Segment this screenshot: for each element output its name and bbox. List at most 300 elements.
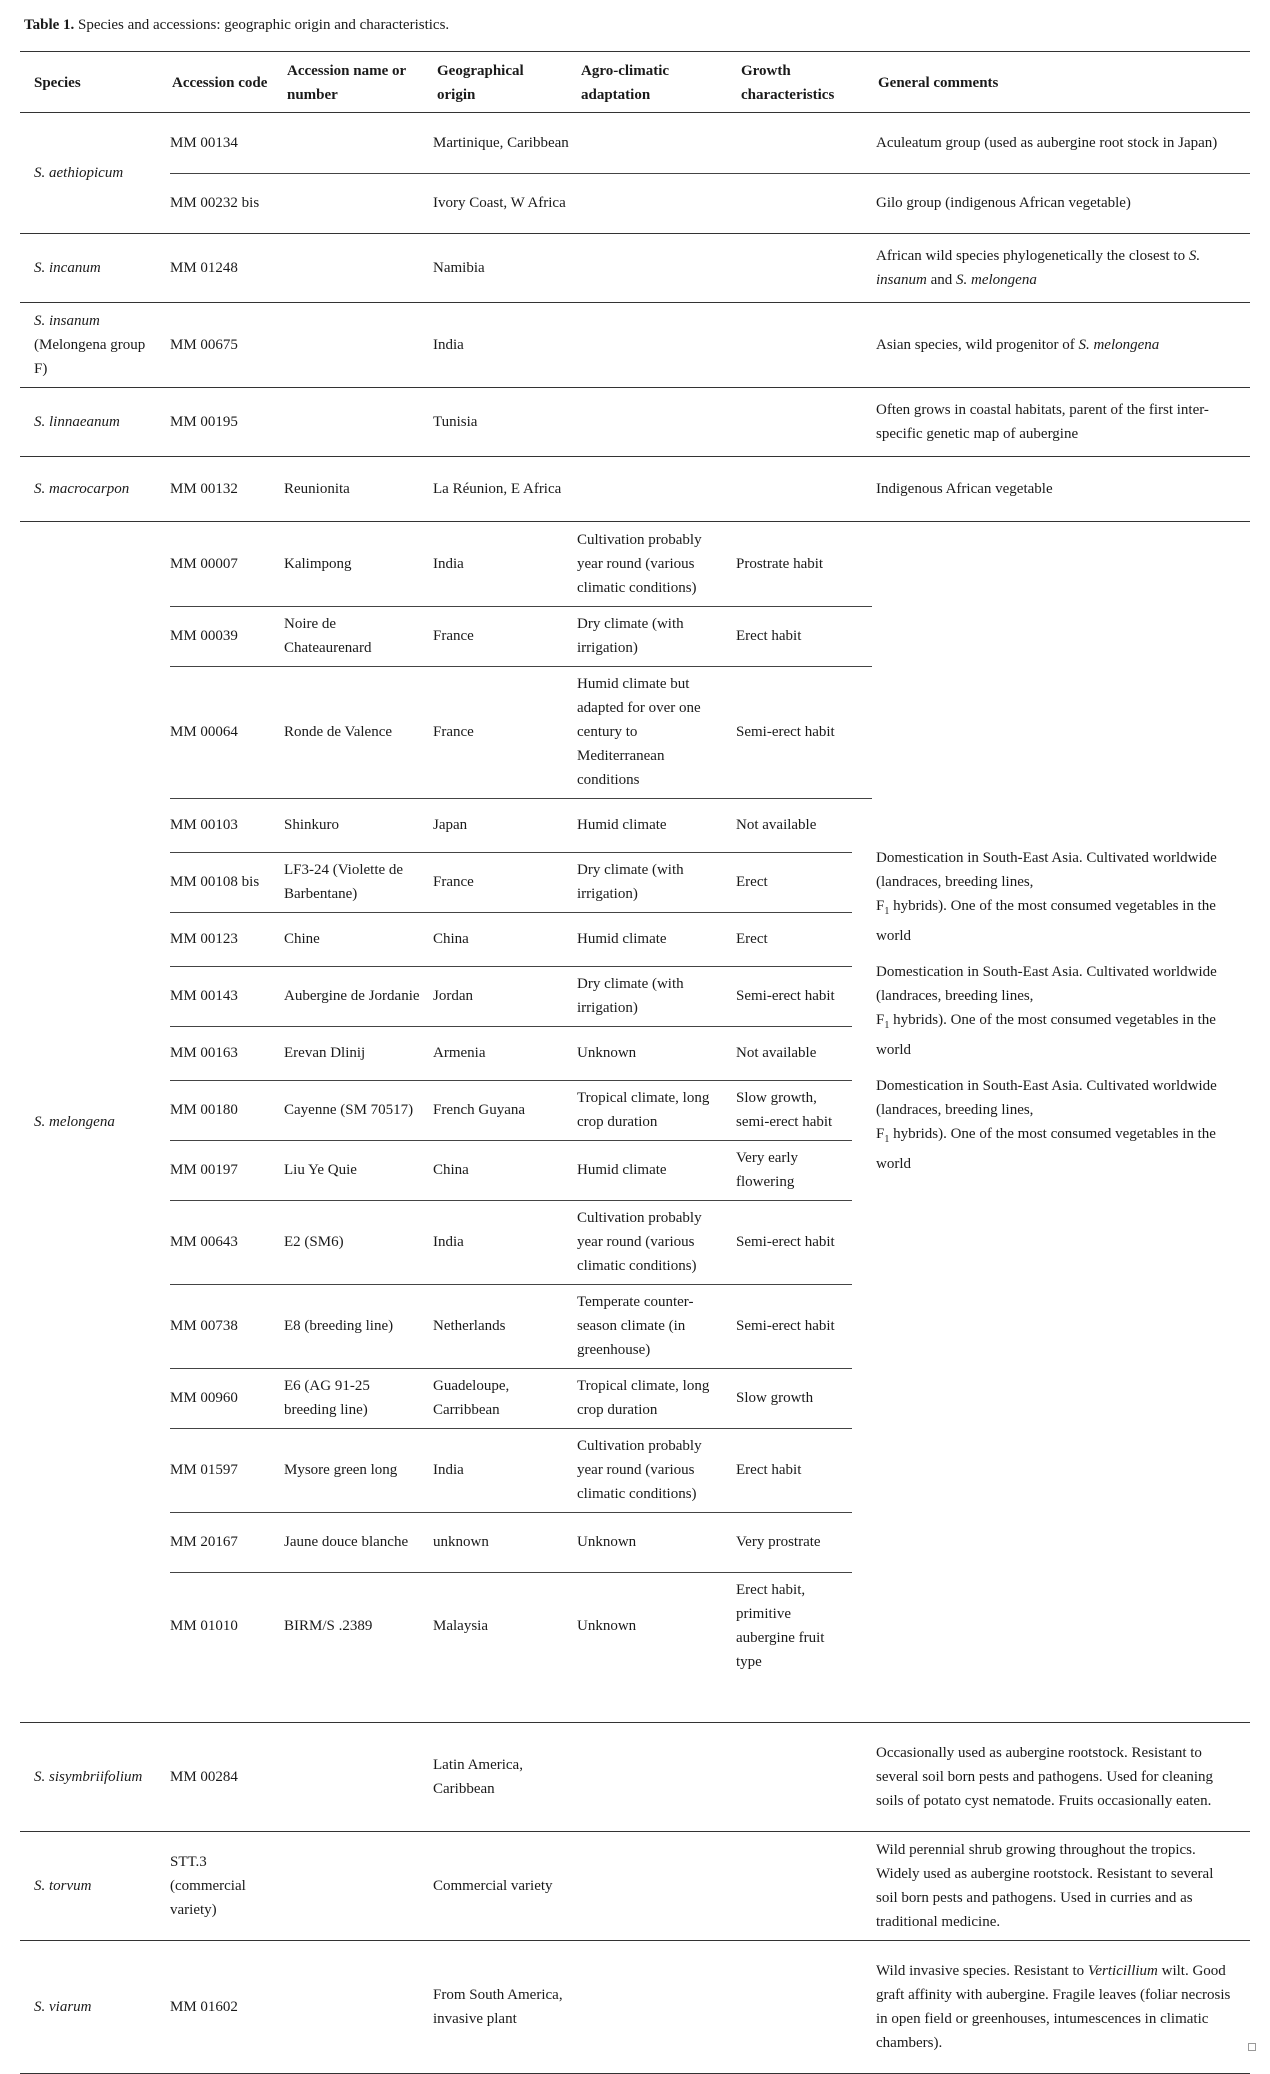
accession-code-cell [170, 457, 282, 521]
accession-name: Ronde de Valence [284, 724, 393, 740]
agro-climatic-adaptation: Humid climate but adapted for over one century to Mediterranean conditions [577, 676, 701, 788]
table-row [170, 388, 1250, 456]
accession-name-cell [284, 1512, 426, 1572]
species-italic: S. sisymbriifolium [34, 1769, 143, 1785]
agro-climatic-adaptation-cell [577, 1368, 727, 1428]
accession-name: Kalimpong [284, 556, 352, 572]
accession-code: MM 00134 [170, 135, 238, 151]
geographical-origin-cell [433, 798, 573, 852]
geographical-origin: France [433, 874, 474, 890]
comment-part: S. insanum [876, 248, 1201, 288]
accession-code: STT.3 (commercial variety) [170, 1854, 246, 1918]
geographical-origin-cell [433, 666, 573, 798]
accession-code-cell [170, 1080, 282, 1140]
table-row [170, 606, 1250, 666]
accession-code-cell [170, 1140, 282, 1200]
table-row [170, 1284, 1250, 1368]
accession-code-cell [170, 966, 282, 1026]
comment-part: Wild invasive species. Resistant to [876, 1963, 1088, 1979]
growth-characteristics-cell [736, 173, 851, 233]
growth-characteristics: Very prostrate [736, 1534, 821, 1550]
geographical-origin-cell [433, 522, 573, 606]
comment-text: F [876, 898, 885, 914]
table-row [170, 1572, 1250, 1680]
agro-climatic-adaptation-cell [577, 522, 727, 606]
accession-name-cell [284, 1832, 426, 1940]
general-comment [876, 960, 1238, 1062]
accession-name: Mysore green long [284, 1462, 398, 1478]
accession-name: E6 (AG 91-25 breeding line) [284, 1378, 370, 1418]
species-label [34, 161, 154, 185]
accession-code: MM 00197 [170, 1162, 238, 1178]
accession-name-cell [284, 1723, 426, 1831]
accession-code-cell [170, 798, 282, 852]
accession-name-cell [284, 173, 426, 233]
general-comment-cell [876, 234, 1238, 302]
geographical-origin-cell [433, 173, 573, 233]
accession-name-cell [284, 1026, 426, 1080]
table-row [170, 1512, 1250, 1572]
accession-name: Jaune douce blanche [284, 1534, 409, 1550]
accession-name: Noire de Chateaurenard [284, 616, 372, 656]
accession-code-cell [170, 1572, 282, 1680]
table-row [170, 522, 1250, 606]
growth-characteristics-cell [736, 798, 851, 852]
growth-characteristics-cell [736, 522, 851, 606]
growth-characteristics-cell [736, 1572, 851, 1680]
table-row [170, 1428, 1250, 1512]
accession-name: Aubergine de Jordanie [284, 988, 420, 1004]
species-name [34, 234, 154, 302]
accession-code-cell [170, 1200, 282, 1284]
accession-code: MM 00064 [170, 724, 238, 740]
geographical-origin: Jordan [433, 988, 473, 1004]
growth-characteristics: Erect [736, 874, 768, 890]
growth-characteristics: Slow growth [736, 1390, 814, 1406]
general-comment-cell [876, 113, 1238, 173]
species-name [34, 303, 154, 387]
accession-name: Shinkuro [284, 817, 340, 833]
species-label [34, 477, 154, 501]
species-group [20, 522, 1250, 1722]
agro-climatic-adaptation: Humid climate [577, 1162, 667, 1178]
general-comment-cell [876, 173, 1238, 233]
agro-climatic-adaptation-cell [577, 303, 727, 387]
accession-name-cell [284, 1572, 426, 1680]
growth-characteristics-cell [736, 234, 851, 302]
geographical-origin-cell [433, 113, 573, 173]
species-label [34, 256, 154, 280]
agro-climatic-adaptation-cell [577, 1428, 727, 1512]
accession-code: MM 00738 [170, 1318, 238, 1334]
growth-characteristics: Erect habit [736, 628, 802, 644]
growth-characteristics-cell [736, 1368, 851, 1428]
species-italic: S. incanum [34, 260, 101, 276]
agro-climatic-adaptation: Dry climate (with irrigation) [577, 616, 684, 656]
subscript: 1 [884, 1020, 890, 1031]
agro-climatic-adaptation-cell [577, 966, 727, 1026]
comment-part: Verticillium [1087, 1963, 1158, 1979]
species-italic: S. macrocarpon [34, 481, 130, 497]
header-geo: Geographical origin [437, 63, 524, 103]
agro-climatic-adaptation: Unknown [577, 1618, 637, 1634]
species-group [20, 113, 1250, 233]
comment-part: S. melongena [956, 272, 1037, 288]
accession-name-cell [284, 522, 426, 606]
growth-characteristics-cell [736, 303, 851, 387]
growth-characteristics-cell [736, 1026, 851, 1080]
geographical-origin: Malaysia [433, 1618, 488, 1634]
growth-characteristics-cell [736, 606, 851, 666]
species-group [20, 1941, 1250, 2073]
table-row [170, 303, 1250, 387]
species-name [34, 457, 154, 521]
growth-characteristics-cell [736, 1832, 851, 1940]
table-row [170, 234, 1250, 302]
accession-name: Liu Ye Quie [284, 1162, 357, 1178]
accession-name-cell [284, 303, 426, 387]
accession-code-cell [170, 303, 282, 387]
header-code: Accession code [172, 75, 268, 91]
species-italic: S. melongena [34, 1114, 115, 1130]
agro-climatic-adaptation-cell [577, 1284, 727, 1368]
species-group [20, 1723, 1250, 1831]
species-label [34, 1995, 154, 2019]
accession-name-cell [284, 606, 426, 666]
accession-code: MM 00284 [170, 1769, 238, 1785]
species-label [34, 1110, 154, 1134]
geographical-origin: France [433, 628, 474, 644]
growth-characteristics-cell [736, 912, 851, 966]
accession-code-cell [170, 388, 282, 456]
growth-characteristics: Not available [736, 1045, 817, 1061]
geographical-origin: Armenia [433, 1045, 486, 1061]
header-name: Accession name or number [287, 63, 406, 103]
accession-code-cell [170, 852, 282, 912]
table-row [170, 1368, 1250, 1428]
species-name [34, 113, 154, 233]
geographical-origin-cell [433, 1723, 573, 1831]
growth-characteristics-cell [736, 388, 851, 456]
comment-part: Asian species, wild progenitor of [876, 337, 1079, 353]
accession-code: MM 00108 bis [170, 874, 260, 890]
growth-characteristics: Prostrate habit [736, 556, 824, 572]
agro-climatic-adaptation-cell [577, 1200, 727, 1284]
accession-code-cell [170, 113, 282, 173]
species-group [20, 234, 1250, 302]
accession-code-cell [170, 234, 282, 302]
geographical-origin-cell [433, 1572, 573, 1680]
accession-name: Cayenne (SM 70517) [284, 1102, 414, 1118]
accession-code-cell [170, 1428, 282, 1512]
species-italic: S. viarum [34, 1999, 92, 2015]
general-comment: Wild perennial shrub growing throughout the tropics. Widely used as aubergine rootstock. Resistant to several soil born pests and pathogens. Used in curries and as traditional medicine. [876, 1842, 1214, 1930]
accession-name-cell [284, 1080, 426, 1140]
geographical-origin: Latin America, Caribbean [433, 1757, 523, 1797]
species-italic: S. aethiopicum [34, 165, 124, 181]
species-note: (Melongena group F) [34, 337, 146, 377]
agro-climatic-adaptation-cell [577, 1723, 727, 1831]
agro-climatic-adaptation-cell [577, 1512, 727, 1572]
accession-code: MM 20167 [170, 1534, 238, 1550]
species-italic: S. torvum [34, 1878, 92, 1894]
species-group [20, 303, 1250, 387]
species-label [34, 309, 154, 381]
accession-code-cell [170, 606, 282, 666]
geographical-origin-cell [433, 912, 573, 966]
geographical-origin: India [433, 1462, 464, 1478]
accession-code: MM 01597 [170, 1462, 238, 1478]
geographical-origin: India [433, 556, 464, 572]
accession-code: MM 00163 [170, 1045, 238, 1061]
comment-text: F [876, 1126, 885, 1142]
geographical-origin-cell [433, 1512, 573, 1572]
comment-text: hybrids). One of the most consumed vegetables in the world [876, 1012, 1216, 1058]
growth-characteristics: Very early flowering [736, 1150, 799, 1190]
general-comment-cell [876, 1941, 1238, 2073]
accession-code: MM 00960 [170, 1390, 238, 1406]
accession-name: E8 (breeding line) [284, 1318, 394, 1334]
geographical-origin: French Guyana [433, 1102, 526, 1118]
agro-climatic-adaptation-cell [577, 113, 727, 173]
growth-characteristics: Semi-erect habit [736, 1234, 835, 1250]
accession-name-cell [284, 1428, 426, 1512]
accession-code-cell [170, 1512, 282, 1572]
growth-characteristics-cell [736, 852, 851, 912]
agro-climatic-adaptation: Tropical climate, long crop duration [577, 1378, 710, 1418]
growth-characteristics: Not available [736, 817, 817, 833]
geographical-origin-cell [433, 966, 573, 1026]
general-comment [876, 1074, 1238, 1176]
table-caption-label: Table 1. [24, 17, 75, 33]
geographical-origin: Guadeloupe, Carribbean [433, 1378, 510, 1418]
comment-text: hybrids). One of the most consumed vegetables in the world [876, 1126, 1216, 1172]
accession-code-cell [170, 1723, 282, 1831]
accession-name-cell [284, 1941, 426, 2073]
agro-climatic-adaptation: Unknown [577, 1045, 637, 1061]
geographical-origin: Tunisia [433, 414, 478, 430]
accession-name-cell [284, 852, 426, 912]
accession-code: MM 01010 [170, 1618, 238, 1634]
general-comment: Aculeatum group (used as aubergine root stock in Japan) [876, 135, 1218, 151]
comment-text: Domestication in South-East Asia. Cultivated worldwide (landraces, breeding lines, [876, 1078, 1217, 1118]
growth-characteristics-cell [736, 113, 851, 173]
header-growth: Growth characteristics [741, 63, 835, 103]
accession-name: LF3-24 (Violette de Barbentane) [284, 862, 404, 902]
agro-climatic-adaptation-cell [577, 666, 727, 798]
accession-code-cell [170, 522, 282, 606]
accession-code: MM 00195 [170, 414, 238, 430]
table-row [170, 113, 1250, 173]
table-row [170, 173, 1250, 233]
accession-code-cell [170, 912, 282, 966]
general-comment [876, 333, 1159, 357]
accession-name-cell [284, 234, 426, 302]
accession-name-cell [284, 1368, 426, 1428]
general-comment: Gilo group (indigenous African vegetable) [876, 195, 1131, 211]
geographical-origin-cell [433, 1200, 573, 1284]
comment-part: and [926, 272, 957, 288]
species-label [34, 410, 154, 434]
agro-climatic-adaptation-cell [577, 1026, 727, 1080]
accession-code-cell [170, 666, 282, 798]
geographical-origin: Commercial variety [433, 1878, 553, 1894]
species-label [34, 1765, 154, 1789]
growth-characteristics-cell [736, 1284, 851, 1368]
growth-characteristics: Semi-erect habit [736, 988, 835, 1004]
species-name [34, 388, 154, 456]
growth-characteristics-cell [736, 1723, 851, 1831]
species-name [34, 1941, 154, 2073]
geographical-origin: Martinique, Caribbean [433, 135, 569, 151]
species-italic: S. insanum [34, 313, 100, 329]
agro-climatic-adaptation: Cultivation probably year round (various climatic conditions) [577, 1210, 702, 1274]
table-row [170, 1200, 1250, 1284]
comment-text: F [876, 1012, 885, 1028]
agro-climatic-adaptation-cell [577, 852, 727, 912]
accession-code: MM 01602 [170, 1999, 238, 2015]
accession-name-cell [284, 457, 426, 521]
agro-climatic-adaptation-cell [577, 606, 727, 666]
accession-name-cell [284, 1284, 426, 1368]
agro-climatic-adaptation: Cultivation probably year round (various climatic conditions) [577, 532, 702, 596]
geographical-origin: From South America, invasive plant [433, 1987, 563, 2027]
accession-name-cell [284, 966, 426, 1026]
accession-code: MM 00143 [170, 988, 238, 1004]
header-comments: General comments [878, 75, 999, 91]
geographical-origin-cell [433, 457, 573, 521]
accession-code: MM 00180 [170, 1102, 238, 1118]
growth-characteristics-cell [736, 1200, 851, 1284]
agro-climatic-adaptation-cell [577, 173, 727, 233]
accession-name-cell [284, 1140, 426, 1200]
growth-characteristics: Erect habit, primitive aubergine fruit type [736, 1582, 825, 1670]
accession-code: MM 00132 [170, 481, 238, 497]
growth-characteristics: Slow growth, semi-erect habit [736, 1090, 833, 1130]
growth-characteristics-cell [736, 457, 851, 521]
geographical-origin-cell [433, 1026, 573, 1080]
growth-characteristics: Semi-erect habit [736, 1318, 835, 1334]
agro-climatic-adaptation-cell [577, 1941, 727, 2073]
subscript: 1 [884, 906, 890, 917]
geographical-origin-cell [433, 303, 573, 387]
accession-name: Reunionita [284, 481, 350, 497]
accession-code-cell [170, 1026, 282, 1080]
comment-text: Domestication in South-East Asia. Cultivated worldwide (landraces, breeding lines, [876, 850, 1217, 890]
species-group [20, 388, 1250, 456]
agro-climatic-adaptation-cell [577, 457, 727, 521]
growth-characteristics: Erect [736, 931, 768, 947]
general-comment: Indigenous African vegetable [876, 481, 1053, 497]
comment-text: hybrids). One of the most consumed vegetables in the world [876, 898, 1216, 944]
geographical-origin: Japan [433, 817, 468, 833]
comment-part: wilt. Good graft affinity with aubergine. Fragile leaves (foliar necrosis in open field or greenhouses, intumescences in climatic chambers). [876, 1963, 1231, 2051]
geographical-origin: China [433, 931, 469, 947]
species-name [34, 522, 154, 1722]
general-comment [876, 244, 1238, 292]
geographical-origin-cell [433, 606, 573, 666]
geographical-origin: France [433, 724, 474, 740]
agro-climatic-adaptation: Humid climate [577, 931, 667, 947]
general-comment-cell [876, 1832, 1238, 1940]
accession-name-cell [284, 798, 426, 852]
geographical-origin-cell [433, 1832, 573, 1940]
accession-name: Chine [284, 931, 320, 947]
general-comment [876, 846, 1238, 948]
geographical-origin-cell [433, 1080, 573, 1140]
accession-code: MM 00103 [170, 817, 238, 833]
agro-climatic-adaptation-cell [577, 234, 727, 302]
table-row [170, 1941, 1250, 2073]
header-agro: Agro-climatic adaptation [581, 63, 670, 103]
accession-code-cell [170, 1941, 282, 2073]
agro-climatic-adaptation-cell [577, 1140, 727, 1200]
accession-name-cell [284, 1200, 426, 1284]
table-row [170, 798, 1250, 852]
agro-climatic-adaptation-cell [577, 1080, 727, 1140]
general-comment-cell [876, 303, 1238, 387]
geographical-origin-cell [433, 1140, 573, 1200]
table-caption-text: Species and accessions: geographic origin and characteristics. [74, 17, 450, 33]
species-table [20, 51, 1250, 2074]
comment-text: Domestication in South-East Asia. Cultivated worldwide (landraces, breeding lines, [876, 964, 1217, 1004]
accession-name-cell [284, 912, 426, 966]
table-caption [24, 13, 449, 37]
agro-climatic-adaptation-cell [577, 798, 727, 852]
accession-code-cell [170, 1284, 282, 1368]
general-comment: Occasionally used as aubergine rootstock. Resistant to several soil born pests and pathogens. Used for cleaning soils of potato cyst nematode. Fruits occasionally eaten. [876, 1745, 1213, 1809]
accession-code: MM 00232 bis [170, 195, 260, 211]
general-comment [876, 1959, 1238, 2055]
agro-climatic-adaptation: Tropical climate, long crop duration [577, 1090, 710, 1130]
table-row [170, 1723, 1250, 1831]
table-row [170, 666, 1250, 798]
general-comment-cell [876, 388, 1238, 456]
species-label [34, 1874, 154, 1898]
geographical-origin-cell [433, 1428, 573, 1512]
growth-characteristics-cell [736, 666, 851, 798]
growth-characteristics-cell [736, 1140, 851, 1200]
subscript: 1 [884, 1134, 890, 1145]
accession-code: MM 00039 [170, 628, 238, 644]
accession-name-cell [284, 113, 426, 173]
agro-climatic-adaptation: Dry climate (with irrigation) [577, 862, 684, 902]
agro-climatic-adaptation: Humid climate [577, 817, 667, 833]
geographical-origin-cell [433, 852, 573, 912]
geographical-origin-cell [433, 388, 573, 456]
agro-climatic-adaptation: Cultivation probably year round (various climatic conditions) [577, 1438, 702, 1502]
header-species: Species [34, 75, 81, 91]
geographical-origin-cell [433, 1941, 573, 2073]
agro-climatic-adaptation-cell [577, 912, 727, 966]
accession-code: MM 00675 [170, 337, 238, 353]
species-name [34, 1723, 154, 1831]
geographical-origin: India [433, 1234, 464, 1250]
accession-code-cell [170, 173, 282, 233]
general-comment-cell [876, 457, 1238, 521]
species-italic: S. linnaeanum [34, 414, 120, 430]
growth-characteristics-cell [736, 1428, 851, 1512]
geographical-origin: Netherlands [433, 1318, 506, 1334]
geographical-origin: India [433, 337, 464, 353]
geographical-origin: La Réunion, E Africa [433, 481, 562, 497]
species-name [34, 1832, 154, 1940]
table-header [20, 52, 1250, 112]
table-body [20, 113, 1250, 2074]
accession-code: MM 01248 [170, 260, 238, 276]
agro-climatic-adaptation-cell [577, 388, 727, 456]
geographical-origin-cell [433, 1368, 573, 1428]
